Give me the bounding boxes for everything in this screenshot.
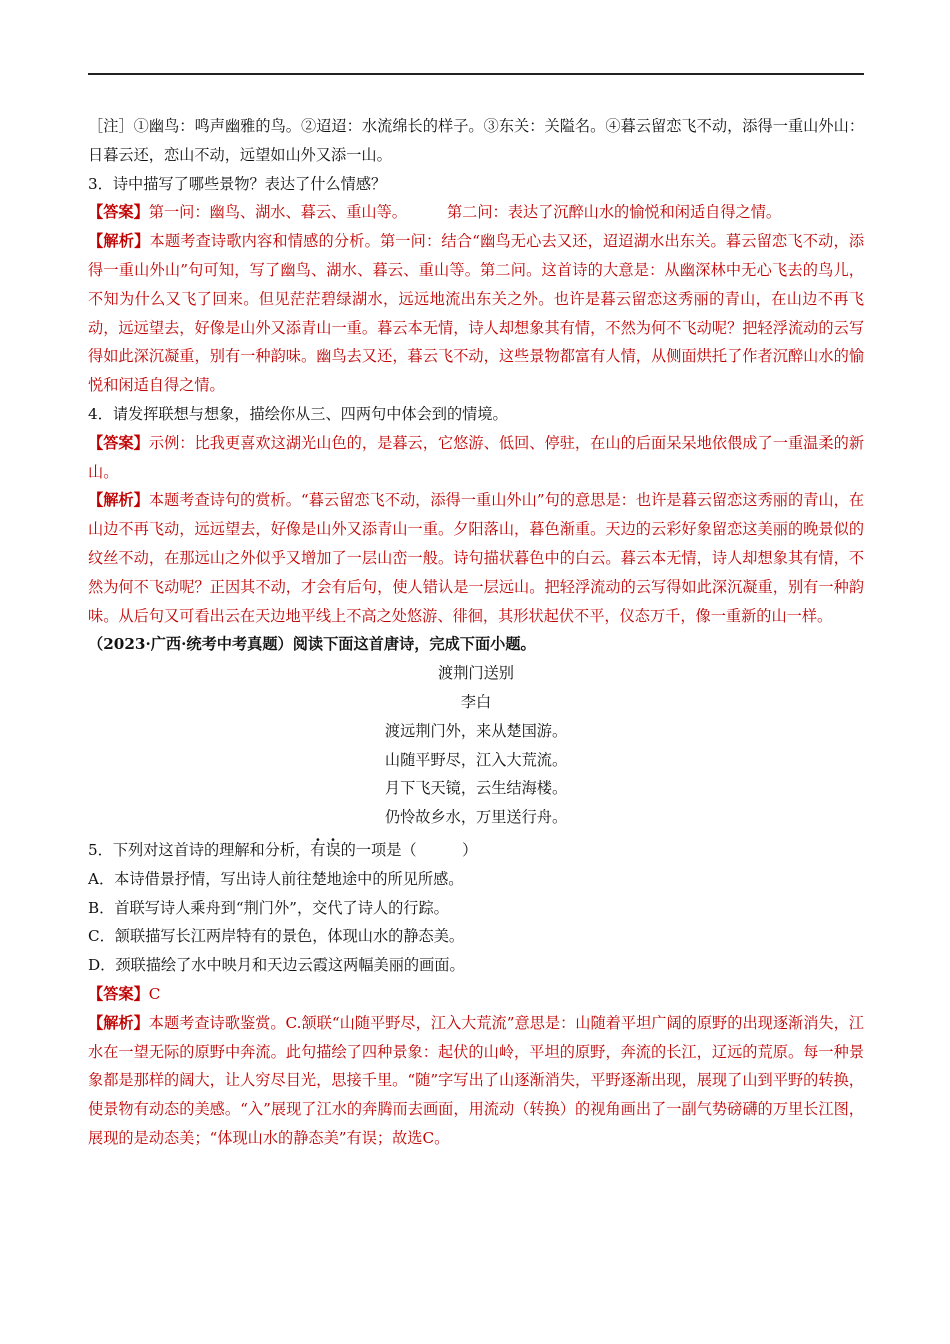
answer-3-part2: 第二问：表达了沉醉山水的愉悦和闲适自得之情。 (446, 203, 782, 222)
poem-line: 山随平野尽，江入大荒流。 (384, 750, 568, 769)
answer-3 (88, 198, 864, 227)
analysis-tag: 【解析】 (88, 491, 149, 510)
option-c: C．颔联描写长江两岸特有的景色，体现山水的静态美。 (88, 927, 465, 946)
emphasis-char: 有 (310, 840, 326, 859)
analysis-3-text: 本题考查诗歌内容和情感的分析。第一问：结合“幽鸟无心去又还，迢迢湖水出东关。暮云留恋飞不动，添得一重山外山”句可知，写了幽鸟、湖水、暮云、重山等。第二问。这首诗的大意是：从幽深林中无心飞去的鸟儿，不知为什么又飞了回来。但见茫茫碧绿湖水，远远地流出东关之外。也许是暮云留恋这秀丽的青山，在山边不再飞动，远远望去，好像是山外又添青山一重。暮云本无情，诗人却想象其有情，不然为何不飞动呢？把轻浮流动的云写得如此深沉凝重，别有一种韵味。幽鸟去又还，暮云飞不动，这些景物都富有人情，从侧面烘托了作者沉醉山水的愉悦和闲适自得之情。 (88, 232, 865, 395)
poem-line: 月下飞天镜，云生结海楼。 (384, 779, 568, 798)
option-b: B．首联写诗人乘舟到“荆门外”，交代了诗人的行踪。 (88, 898, 449, 917)
poem-line: 仍怜故乡水，万里送行舟。 (384, 808, 568, 827)
analysis-4 (88, 486, 864, 630)
document-page (88, 112, 864, 1153)
poem-author: 李白 (460, 692, 492, 711)
analysis-3 (88, 227, 864, 400)
answer-5-text: C (148, 984, 161, 1003)
header-rule (88, 73, 864, 75)
section-heading: （2023·广西·统考中考真题）阅读下面这首唐诗，完成下面小题。 (88, 635, 536, 654)
analysis-tag: 【解析】 (88, 1013, 149, 1032)
question-5 (88, 836, 864, 865)
emphasis-char: 误 (325, 840, 341, 859)
poem-line: 渡远荆门外，来从楚国游。 (384, 721, 568, 740)
question-3: 3．诗中描写了哪些景物？表达了什么情感？ (88, 174, 387, 193)
answer-4 (88, 429, 864, 487)
answer-5 (88, 980, 864, 1009)
poem-note: ［注］①幽鸟：鸣声幽雅的鸟。②迢迢：水流绵长的样子。③东关：关隘名。④暮云留恋飞不动，添得一重山外山：日暮云还，恋山不动，远望如山外又添一山。 (88, 117, 864, 164)
analysis-tag: 【解析】 (88, 232, 150, 251)
answer-tag: 【答案】 (88, 203, 149, 222)
option-a: A．本诗借景抒情，写出诗人前往楚地途中的所见所感。 (88, 869, 464, 888)
question-5-text: 的一项是（ ） (340, 840, 478, 859)
analysis-5-text: 本题考查诗歌鉴赏。C.颔联“山随平野尽，江入大荒流”意思是：山随着平坦广阔的原野的出现逐渐消失，江水在一望无际的原野中奔流。此句描绘了四种景象：起伏的山岭，平坦的原野，奔流的长江，辽远的荒原。每一种景象都是那样的阔大，让人穷尽目光，思接千里。“随”字写出了山逐渐消失，平野逐渐出现，展现了山到平野的转换，使景物有动态的美感。“入”展现了江水的奔腾而去画面，用流动（转换）的视角画出了一副气势磅礴的万里长江图，展现的是动态美；“体现山水的静态美”有误；故选C。 (88, 1013, 864, 1147)
answer-tag: 【答案】 (88, 433, 149, 452)
analysis-4-text: 本题考查诗句的赏析。“暮云留恋飞不动，添得一重山外山”句的意思是：也许是暮云留恋这秀丽的青山，在山边不再飞动，远远望去，好像是山外又添青山一重。夕阳落山，暮色渐重。天边的云彩好象留恋这美丽的晚景似的纹丝不动，在那远山之外似乎又增加了一层山峦一般。诗句描状暮色中的白云。暮云本无情，诗人却想象其有情，不然为何不飞动呢？正因其不动，才会有后句，使人错认是一层远山。把轻浮流动的云写得如此深沉凝重，别有一种韵味。从后句又可看出云在天边地平线上不高之处悠游、徘徊，其形状起伏不平，仪态万千，像一重新的山一样。 (88, 491, 865, 625)
answer-4-text: 示例：比我更喜欢这湖光山色的，是暮云，它悠游、低回、停驻，在山的后面呆呆地依偎成了一重温柔的新山。 (88, 433, 865, 481)
question-4: 4．请发挥联想与想象，描绘你从三、四两句中体会到的情境。 (88, 404, 508, 423)
option-d: D．颈联描绘了水中映月和天边云霞这两幅美丽的画面。 (88, 956, 465, 975)
analysis-5 (88, 1009, 864, 1153)
question-5-text: 5．下列对这首诗的理解和分析， (88, 840, 311, 859)
answer-3-part1: 第一问：幽鸟、湖水、暮云、重山等。 (148, 203, 407, 222)
answer-tag: 【答案】 (88, 984, 149, 1003)
poem-title: 渡荆门送别 (438, 664, 514, 683)
